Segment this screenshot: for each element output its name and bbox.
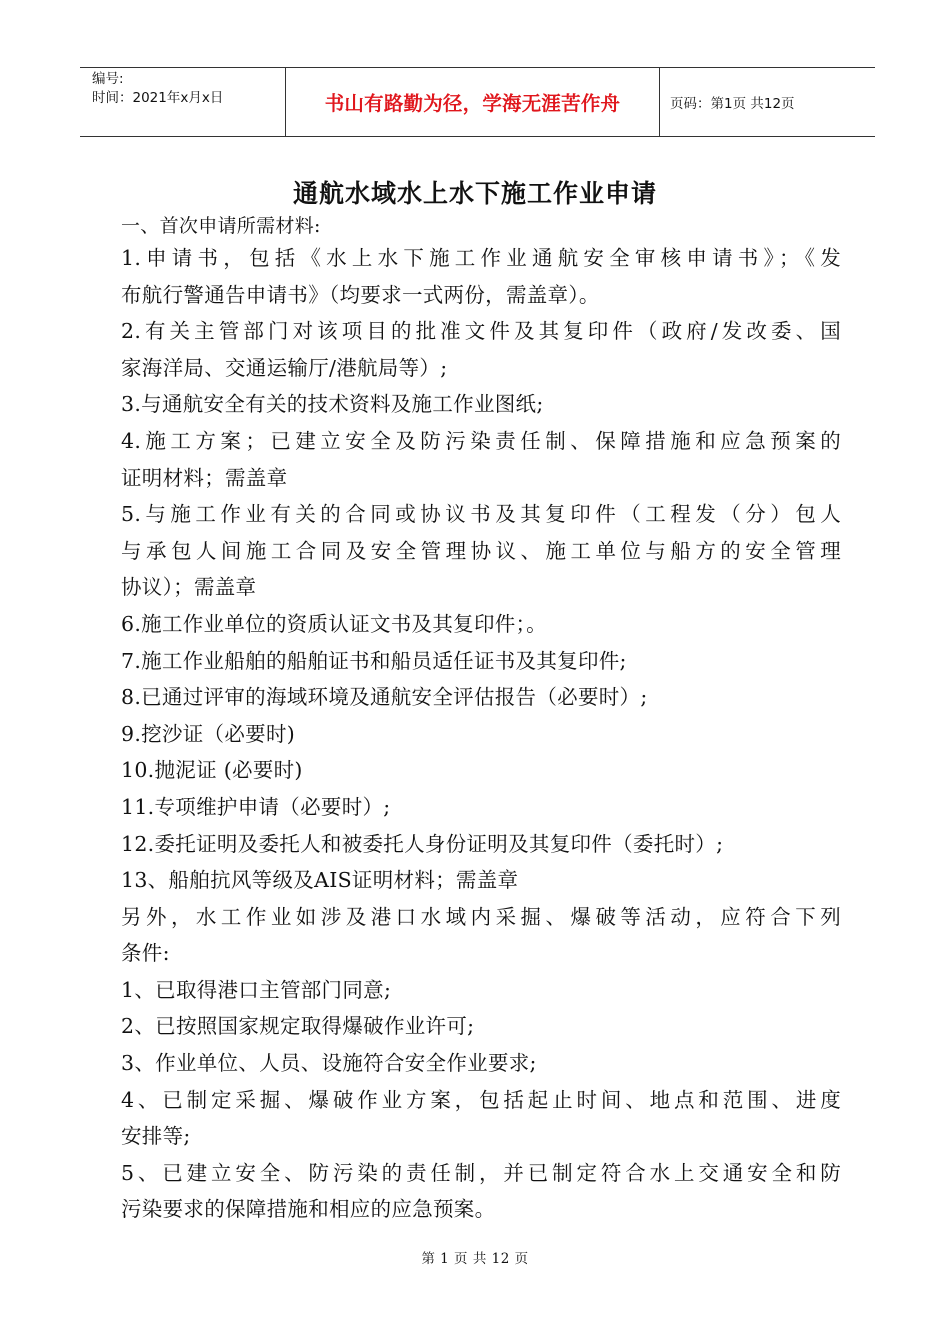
body-line: 11.专项维护申请（必要时）; [121,794,391,819]
body-line: 4.施工方案；已建立安全及防污染责任制、保障措施和应急预案的 [121,428,841,453]
body-line: 7.施工作业船舶的船舶证书和船员适任证书及其复印件; [121,648,627,673]
body-line: 4、已制定采掘、爆破作业方案，包括起止时间、地点和范围、进度 [121,1087,841,1112]
header-motto: 书山有路勤为径，学海无涯苦作舟 [324,92,621,115]
body-line: 5、已建立安全、防污染的责任制，并已制定符合水上交通安全和防 [121,1160,841,1185]
body-line: 布航行警通告申请书》（均要求一式两份，需盖章）。 [121,282,600,307]
body-line: 10.抛泥证 (必要时) [121,758,303,783]
document-title: 通航水域水上水下施工作业申请 [292,179,657,208]
header-page-info: 页码：第1页 共12页 [670,96,795,112]
body-line: 3.与通航安全有关的技术资料及施工作业图纸; [121,392,544,417]
header-motto-cell [285,68,660,136]
body-line: 证明材料；需盖章 [121,465,288,490]
body-line: 另外，水工作业如涉及港口水域内采掘、爆破等活动，应符合下列 [121,904,841,929]
page-footer: 第 1 页 共 12 页 [421,1251,529,1267]
body-line: 5.与施工作业有关的合同或协议书及其复印件（工程发（分）包人 [121,502,841,527]
body-line: 条件: [121,941,170,966]
document-number-label: 编号: [92,71,124,87]
body-line: 2.有关主管部门对该项目的批准文件及其复印件（政府/发改委、国 [121,319,841,344]
header-page-cell [660,68,875,136]
document-body [121,212,841,1228]
body-line: 13、船舶抗风等级及AIS证明材料；需盖章 [121,868,519,893]
body-line: 2、已按照国家规定取得爆破作业许可; [121,1014,475,1039]
section-heading: 一、首次申请所需材料: [121,215,321,237]
body-line: 6.施工作业单位的资质认证文书及其复印件；。 [121,611,547,636]
body-line: 与承包人间施工合同及安全管理协议、施工单位与船方的安全管理 [121,538,841,563]
body-line: 1、已取得港口主管部门同意; [121,977,392,1002]
body-line: 12.委托证明及委托人和被委托人身份证明及其复印件（委托时）; [121,831,724,856]
body-line: 1.申请书，包括《水上水下施工作业通航安全审核申请书》；《发 [121,246,841,270]
body-line: 污染要求的保障措施和相应的应急预案。 [121,1197,496,1222]
body-line: 家海洋局、交通运输厅/港航局等）; [121,355,448,380]
body-line: 9.挖沙证（必要时) [121,721,296,746]
page-header [80,67,875,137]
body-line: 8.已通过评审的海域环境及通航安全评估报告（必要时）; [121,685,648,710]
document-time: 时间：2021年x月x日 [92,90,224,106]
body-line: 安排等; [121,1124,191,1149]
body-line: 3、作业单位、人员、设施符合安全作业要求; [121,1051,537,1076]
header-meta [80,68,285,136]
body-line: 协议）；需盖章 [121,575,257,600]
